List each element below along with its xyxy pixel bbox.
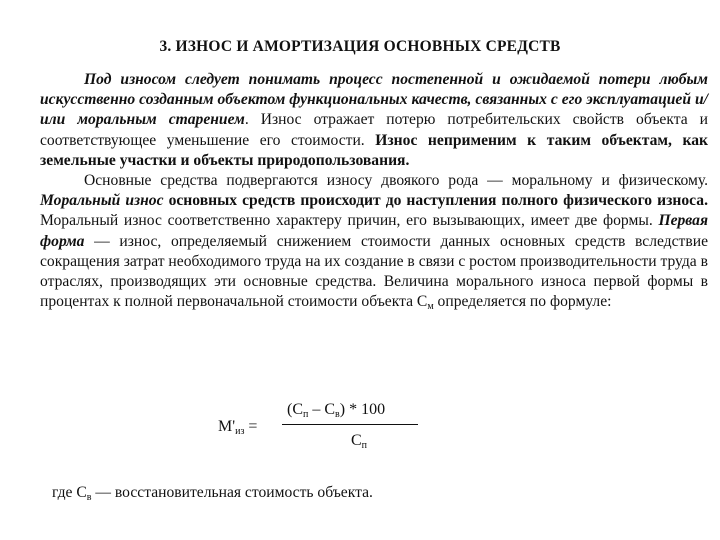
paragraph-1 xyxy=(40,70,708,171)
fraction-line xyxy=(282,424,418,425)
numerator-sub: п xyxy=(303,409,309,420)
formula-denominator xyxy=(351,432,367,450)
formula-symbol: М' xyxy=(218,418,236,435)
denominator-sub: п xyxy=(361,440,368,451)
subscript-m: м xyxy=(427,301,434,313)
section-heading: 3. ИЗНОС И АМОРТИЗАЦИЯ ОСНОВНЫХ СРЕДСТВ xyxy=(159,38,561,55)
formula-symbol-subscript: из xyxy=(235,426,245,437)
moral-wear-definition: основных средств происходит до наступления полного физического износа. xyxy=(163,192,708,210)
equals-sign: = xyxy=(244,418,258,435)
paragraph-2-forms: Моральный износ соответственно характеру причин, его вызывающих, имеет две формы. xyxy=(40,212,659,230)
numerator-part: (С xyxy=(287,401,303,418)
numerator-part: ) * 100 xyxy=(339,401,386,418)
formula-lhs xyxy=(218,418,257,436)
paragraph-2-intro: Основные средства подвергаются износу двоякого рода — моральному и физическому. xyxy=(84,172,708,190)
exclusion-note: Износ неприменим к таким объектам, как земельные участки и объекты природопользования. xyxy=(40,131,708,169)
term-moral-wear: Моральный износ xyxy=(40,192,164,210)
formula-footnote xyxy=(52,484,373,502)
footnote-part: где С xyxy=(52,484,87,501)
footnote-sub: в xyxy=(86,492,92,503)
first-form-description: — износ, определяемый снижением стоимости данных основных средств вследствие сокращения затрат необходимого труда на их создание в связи с ростом производительности труда в отраслях, производящих эти основные средства. Величина морального износа первой формы в процентах к полной первоначальной стоимости объекта С xyxy=(40,232,708,311)
denominator-symbol: С xyxy=(351,432,362,449)
paragraph-1-body: Износ отражает потерю потребительских свойств объекта и соответствующее уменьшение его стоимости. xyxy=(40,111,708,149)
term-first-form: Первая форма xyxy=(40,212,708,250)
formula-numerator xyxy=(287,401,385,419)
paragraph-2 xyxy=(40,171,708,312)
numerator-part: – С xyxy=(308,401,336,418)
footnote-part: — восстановительная стоимость объекта. xyxy=(91,484,373,501)
period: . xyxy=(244,111,261,129)
definition-text: Под износом следует понимать процесс постепенной и ожидаемой потери любым искусственно созданным объектом функциональных качеств, связанных с его эксплуатацией и/или моральным старением xyxy=(40,71,708,129)
numerator-sub: в xyxy=(335,409,340,420)
formula-lead-in: определяется по формуле: xyxy=(433,293,612,311)
body-text xyxy=(40,70,708,312)
